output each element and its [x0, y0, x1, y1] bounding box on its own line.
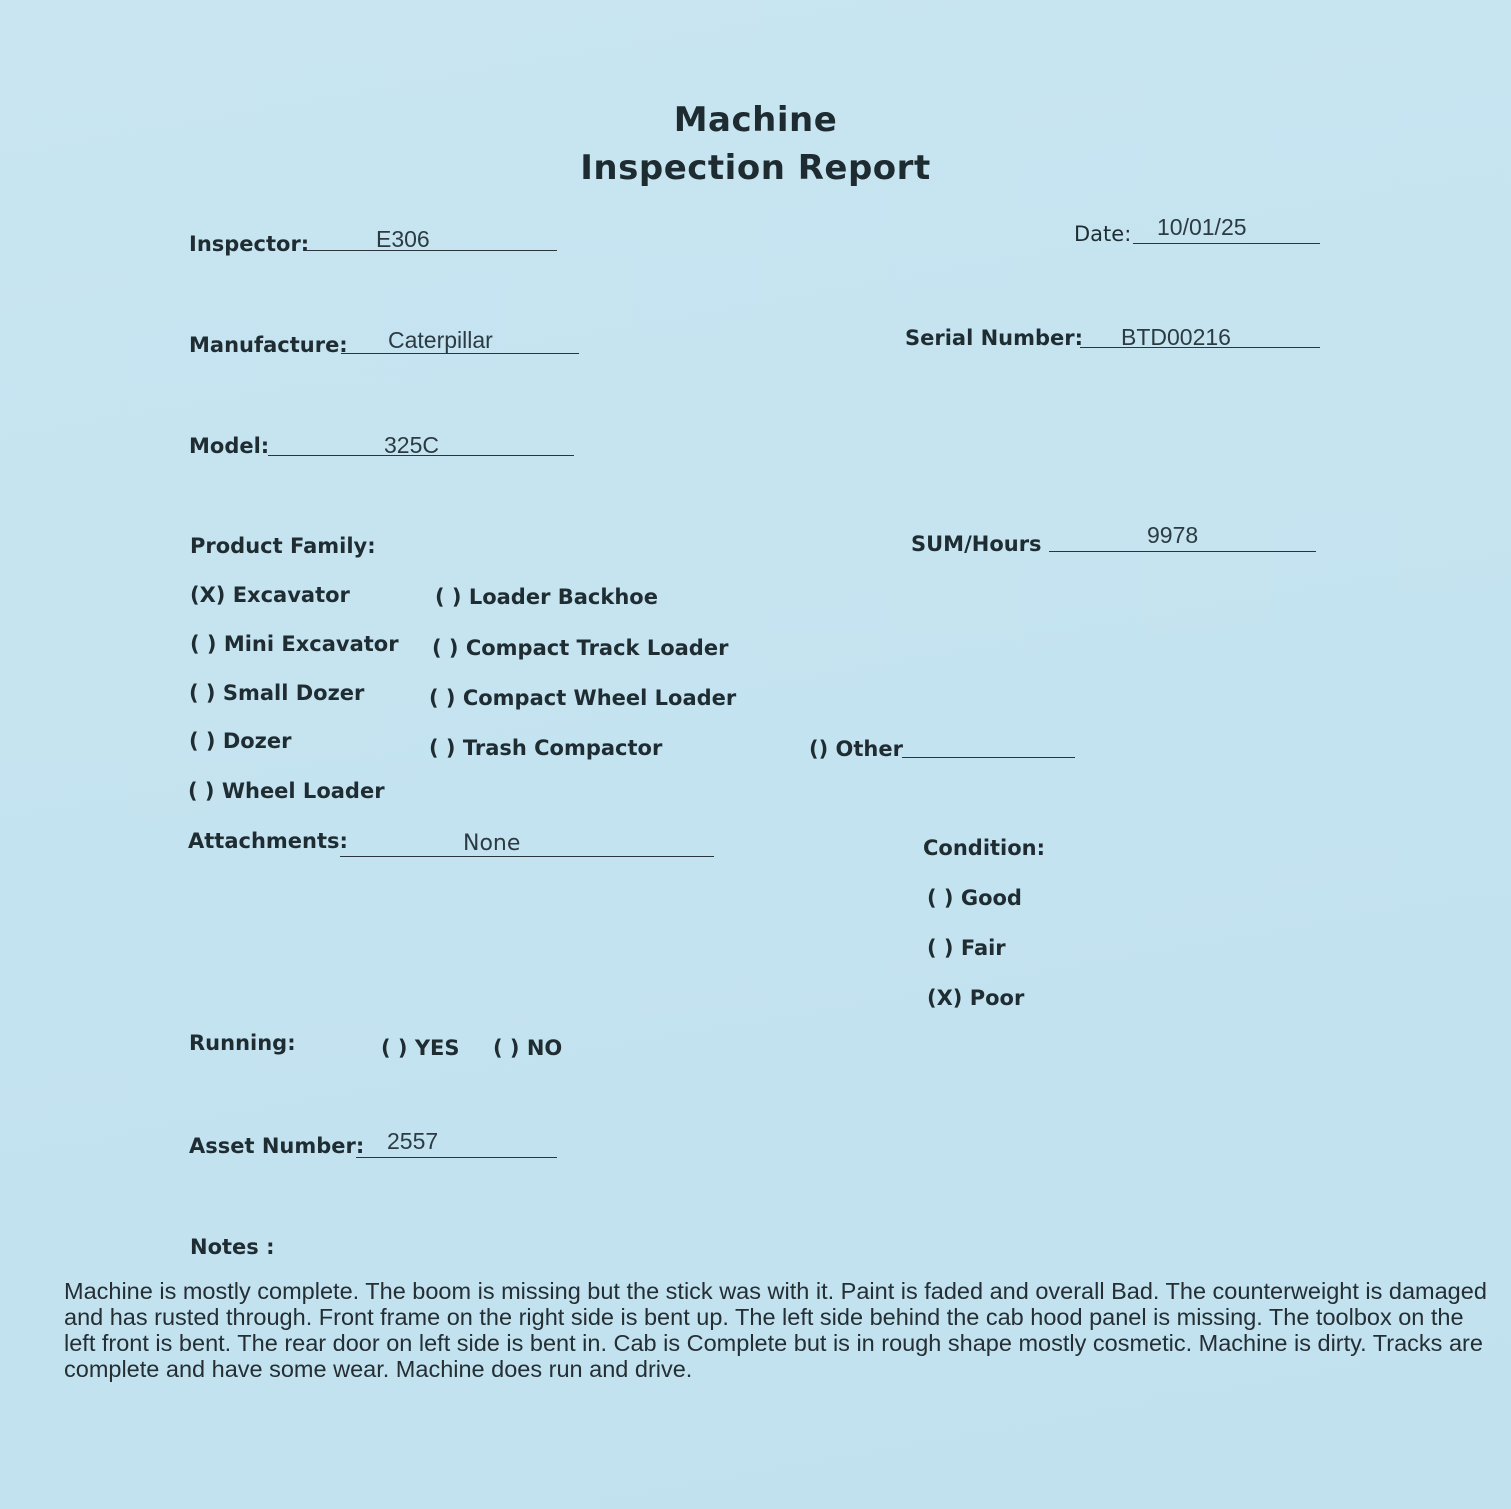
option-label: Good — [960, 886, 1022, 910]
checkbox-empty-icon: ( ) — [435, 585, 462, 609]
model-value[interactable]: 325C — [384, 432, 439, 458]
model-label: Model: — [189, 434, 270, 458]
condition-label: Condition: — [923, 836, 1046, 860]
option-compact-wheel-loader[interactable] — [429, 686, 736, 710]
date-line — [1133, 243, 1320, 244]
checkbox-empty-icon: ( ) — [432, 636, 459, 660]
asset-number-label: Asset Number: — [189, 1134, 365, 1158]
option-trash-compactor[interactable] — [429, 736, 662, 760]
option-label: Compact Track Loader — [465, 636, 729, 660]
attachments-line — [340, 856, 714, 857]
option-other[interactable] — [809, 737, 903, 761]
date-value[interactable]: 10/01/25 — [1157, 214, 1247, 240]
hours-label: SUM/Hours — [911, 532, 1042, 556]
checkbox-empty-icon: ( ) — [189, 681, 216, 705]
option-small-dozer[interactable] — [189, 681, 364, 705]
other-line[interactable] — [902, 757, 1075, 758]
checkbox-empty-icon: ( ) — [429, 736, 456, 760]
asset-number-value[interactable]: 2557 — [387, 1128, 439, 1154]
checkbox-empty-icon: ( ) — [188, 779, 215, 803]
checkbox-empty-icon: ( ) — [381, 1036, 408, 1060]
attachments-label: Attachments: — [188, 829, 348, 853]
manufacture-label: Manufacture: — [189, 333, 348, 357]
option-wheel-loader[interactable] — [188, 779, 385, 803]
option-loader-backhoe[interactable] — [435, 585, 658, 609]
hours-value[interactable]: 9978 — [1147, 522, 1199, 548]
product-family-label: Product Family: — [190, 534, 376, 558]
inspector-line — [305, 250, 557, 251]
option-label: NO — [526, 1036, 563, 1060]
running-no[interactable] — [493, 1036, 562, 1060]
date-label: Date: — [1074, 222, 1132, 246]
option-compact-track-loader[interactable] — [432, 636, 728, 660]
condition-poor[interactable] — [927, 986, 1024, 1010]
option-excavator[interactable] — [190, 583, 350, 607]
option-label: Trash Compactor — [462, 736, 663, 760]
checkbox-empty-icon: ( ) — [429, 686, 456, 710]
option-label: Excavator — [232, 583, 350, 607]
inspector-label: Inspector: — [189, 232, 310, 256]
running-yes[interactable] — [381, 1036, 460, 1060]
notes-label: Notes : — [190, 1235, 275, 1259]
asset-number-line — [356, 1157, 557, 1158]
option-label: Fair — [960, 936, 1006, 960]
option-label: Small Dozer — [222, 681, 365, 705]
option-label: Poor — [969, 986, 1025, 1010]
serial-number-value[interactable]: BTD00216 — [1121, 324, 1231, 350]
running-label: Running: — [189, 1031, 296, 1055]
checkbox-empty-icon: () — [809, 737, 829, 761]
checkbox-checked-icon: (X) — [927, 986, 963, 1010]
option-mini-excavator[interactable] — [190, 632, 399, 656]
checkbox-empty-icon: ( ) — [927, 936, 954, 960]
option-label: Compact Wheel Loader — [462, 686, 737, 710]
option-label: Mini Excavator — [223, 632, 399, 656]
checkbox-empty-icon: ( ) — [493, 1036, 520, 1060]
option-label: YES — [414, 1036, 460, 1060]
manufacture-value[interactable]: Caterpillar — [388, 327, 493, 353]
report-title-line1: Machine — [673, 100, 838, 140]
checkbox-empty-icon: ( ) — [189, 729, 216, 753]
checkbox-empty-icon: ( ) — [190, 632, 217, 656]
checkbox-checked-icon: (X) — [190, 583, 226, 607]
notes-text[interactable]: Machine is mostly complete. The boom is missing but the stick was with it. Paint is faded and overall Bad. The counterweight is damaged and has rusted through. Front frame on the right side is bent up. The left side behind the cab hood panel is missing. The toolbox on the left front is bent. The rear door on left side is bent in. Cab is Complete but is in rough shape mostly cosmetic. Machine is dirty. Tracks are complete and have some wear. Machine does run and drive. — [64, 1278, 1487, 1382]
inspector-value[interactable]: E306 — [376, 226, 430, 252]
serial-number-label: Serial Number: — [905, 326, 1084, 350]
option-dozer[interactable] — [189, 729, 292, 753]
condition-good[interactable] — [927, 886, 1022, 910]
option-label: Wheel Loader — [221, 779, 385, 803]
condition-fair[interactable] — [927, 936, 1006, 960]
report-title-line2: Inspection Report — [580, 148, 931, 188]
hours-line — [1049, 551, 1316, 552]
option-label: Other — [835, 737, 903, 761]
checkbox-empty-icon: ( ) — [927, 886, 954, 910]
option-label: Dozer — [222, 729, 292, 753]
attachments-value[interactable]: None — [463, 831, 521, 856]
option-label: Loader Backhoe — [468, 585, 658, 609]
